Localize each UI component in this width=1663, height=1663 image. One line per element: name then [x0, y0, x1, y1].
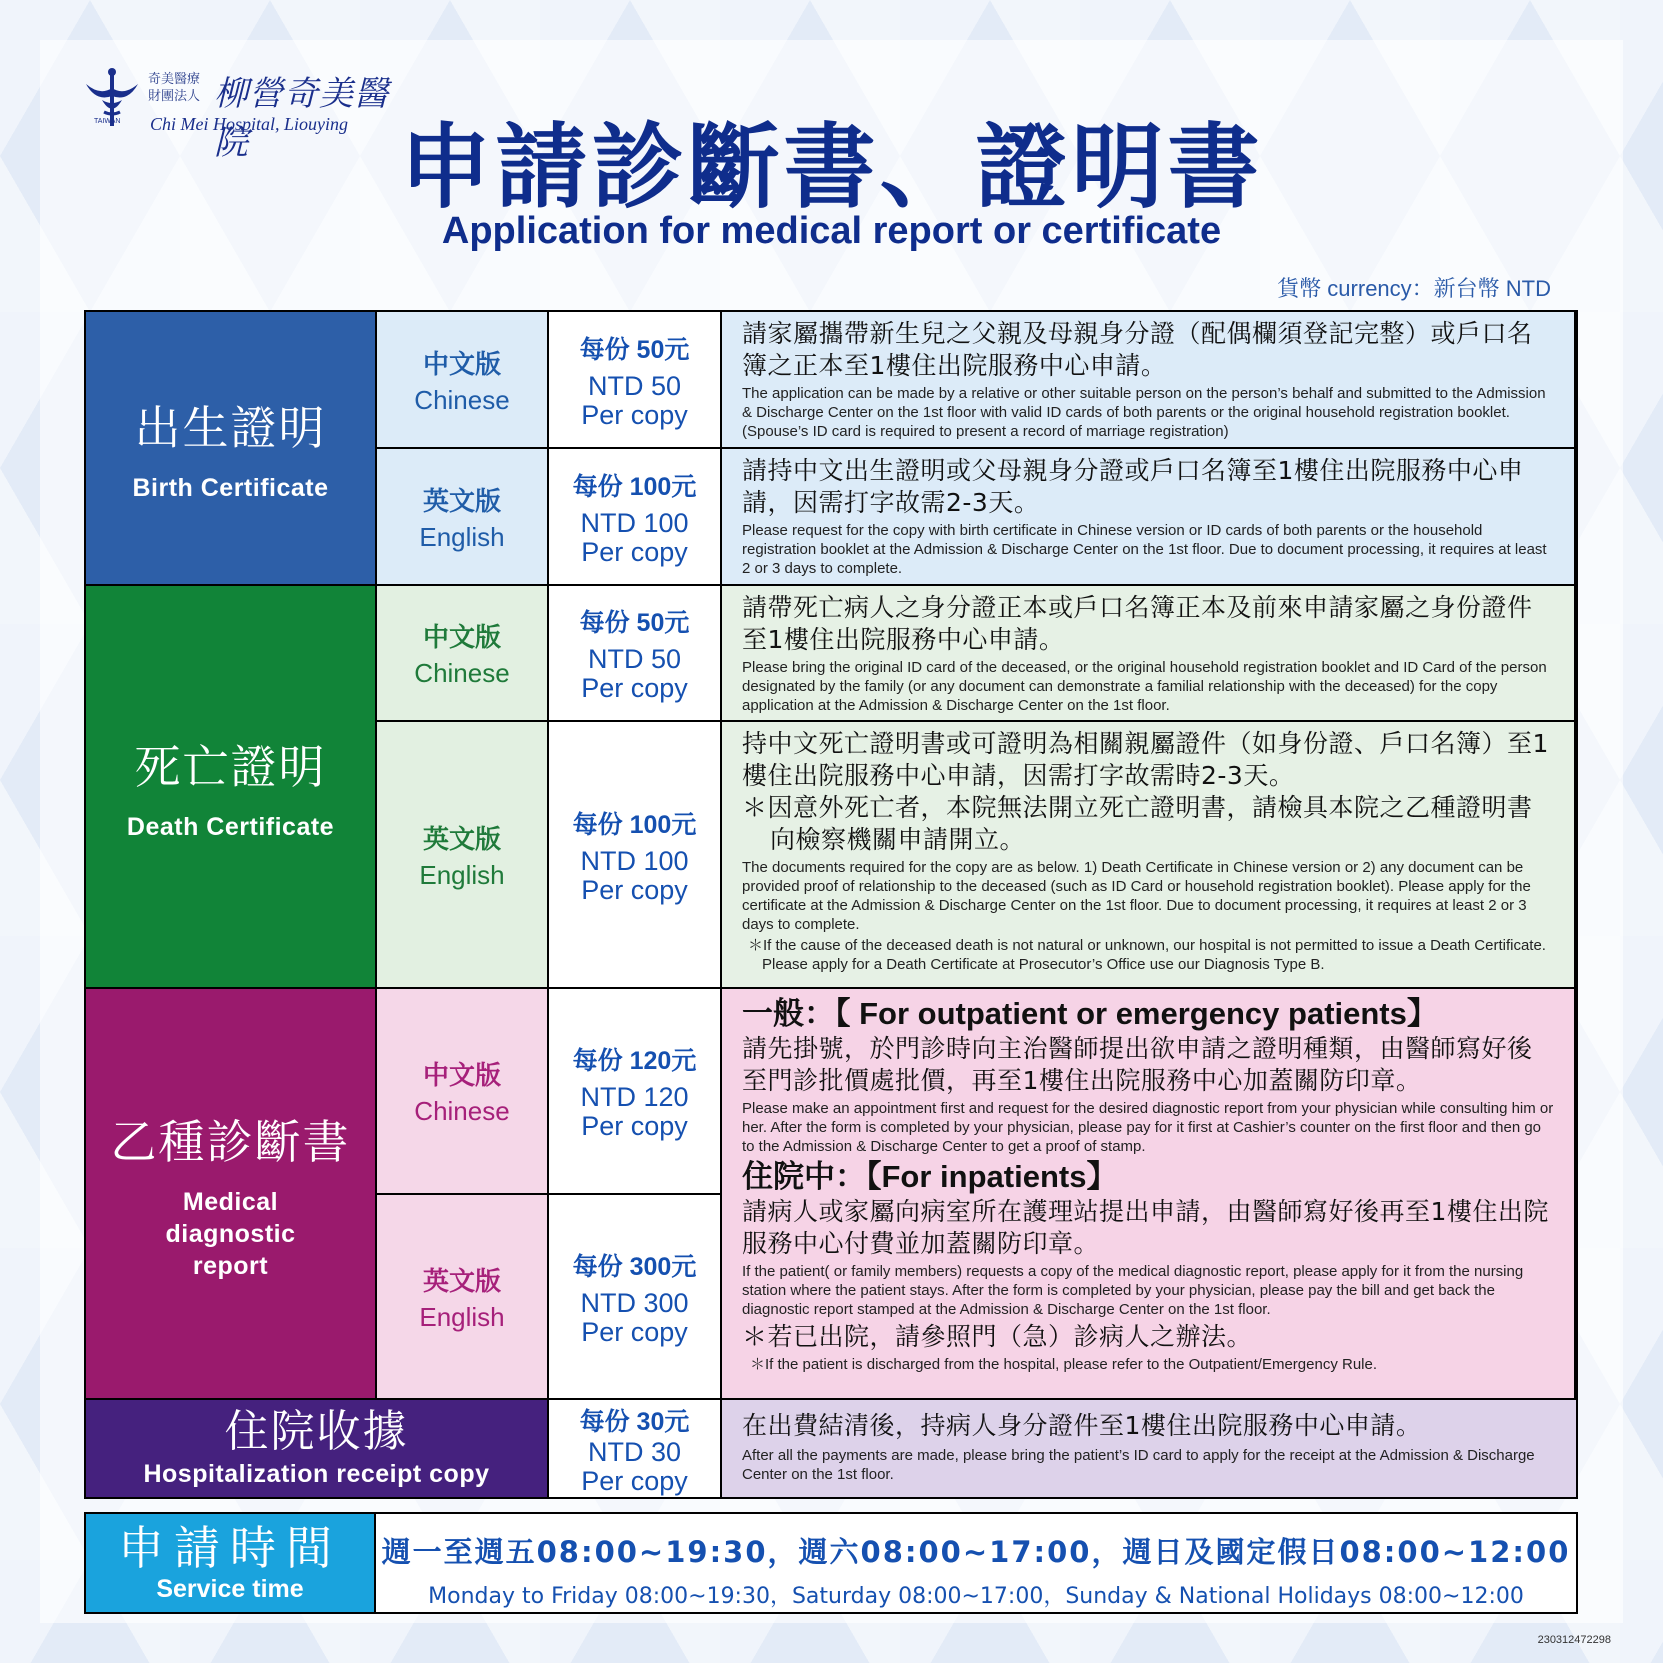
category-receipt-en: Hospitalization receipt copy — [143, 1459, 490, 1488]
currency-note: 貨幣 currency：新台幣 NTD — [1277, 276, 1551, 301]
desc-outpatient-heading: 一般：【 For outpatient or emergency patients】 — [742, 996, 1438, 1031]
document-code: 230312472298 — [1537, 1634, 1611, 1646]
category-diagnostic-en: Medical diagnostic report — [165, 1187, 296, 1280]
price-zh: 每份 50元 — [579, 335, 690, 364]
desc-zh: 持中文死亡證明書或可證明為相關親屬證件（如身份證、戶口名簿）至1樓住出院服務中心申請，因需打字故需時2-3天。 — [742, 729, 1549, 790]
price-birth-chinese — [549, 312, 722, 449]
price-diagnostic-english — [549, 1195, 722, 1400]
category-diagnostic — [86, 989, 377, 1400]
desc-zh: 請家屬攜帶新生兒之父親及母親身分證（配偶欄須登記完整）或戶口名簿之正本至1樓住出院服務中心申請。 — [742, 319, 1533, 380]
version-label-zh: 中文版 — [422, 348, 501, 379]
desc-discharged-note-en: ＊If the patient is discharged from the hospital, please refer to the Outpatient/Emergency Rule. — [750, 1356, 1378, 1373]
desc-en: The documents required for the copy are as below. 1) Death Certificate in Chinese version or 2) any document can be provided proof of relationship to the deceased (such as ID Card or household registration booklet). Please apply for the certificate at the Admission & Discharge Center on the 1st floor. Due to document processing, it requires at least 2 or 3 days to complete. — [742, 859, 1531, 933]
price-amount: NTD 100 — [580, 507, 689, 538]
service-hours-en: Monday to Friday 08:00~19:30，Saturday 08:00~17:00，Sunday & National Holidays 08:00~12:00 — [428, 1584, 1524, 1609]
version-label-zh: 中文版 — [422, 622, 501, 652]
version-label-zh: 英文版 — [422, 823, 501, 854]
desc-outpatient-zh: 請先掛號，於門診時向主治醫師提出欲申請之證明種類，由醫師寫好後至門診批價處批價，再至1樓住出院服務中心加蓋關防印章。 — [742, 1034, 1533, 1095]
desc-inpatient-heading: 住院中：【For inpatients】 — [742, 1159, 1118, 1194]
price-death-chinese — [549, 586, 722, 722]
desc-zh: 請持中文出生證明或父母親身分證或戶口名簿至1樓住出院服務中心申請，因需打字故需2-3天。 — [742, 456, 1524, 517]
category-receipt-zh: 住院收據 — [224, 1405, 409, 1457]
logo-badge-text: TAIWAN — [94, 118, 121, 125]
price-amount: NTD 50 — [587, 644, 682, 674]
version-diagnostic-english — [377, 1195, 549, 1400]
category-birth — [86, 312, 377, 586]
desc-death-chinese — [722, 586, 1576, 722]
desc-receipt — [722, 1400, 1576, 1497]
version-label-en: English — [419, 859, 505, 890]
price-unit: Per copy — [581, 874, 688, 905]
version-label-en: Chinese — [414, 384, 510, 415]
version-birth-english — [377, 449, 549, 586]
price-amount: NTD 300 — [580, 1287, 689, 1318]
price-unit: Per copy — [581, 1316, 688, 1347]
logo-org-text — [148, 70, 200, 104]
version-label-en: English — [419, 1301, 505, 1332]
logo-org-line1: 奇美醫療 — [148, 71, 201, 86]
service-label-zh: 申請時間 — [118, 1521, 342, 1575]
desc-en: The application can be made by a relative or other suitable person on the person’s behalf and submitted to the Admission & Discharge Center on the 1st floor with valid ID cards of both parents or the original household registration booklet. (Spouse’s ID card is required to present a record of marriage registration) — [742, 385, 1546, 440]
category-death-en: Death Certificate — [126, 812, 335, 841]
category-birth-en: Birth Certificate — [132, 474, 329, 502]
logo-org-line2: 財團法人 — [148, 88, 201, 103]
category-diagnostic-zh: 乙種診斷書 — [110, 1114, 351, 1169]
service-label-en: Service time — [156, 1575, 304, 1603]
price-unit: Per copy — [581, 1465, 688, 1496]
desc-zh: 請帶死亡病人之身分證正本或戶口名簿正本及前來申請家屬之身份證件至1樓住出院服務中心申請。 — [742, 593, 1533, 654]
desc-outpatient-en: Please make an appointment first and request for the desired diagnostic report from your physician while consulting him or her. After the form is completed by your physician, please pay for it first at Cashier’s counter on the first floor and then go to the Admission & Discharge Center to get a proof of stamp. — [742, 1100, 1554, 1155]
version-death-english — [377, 722, 549, 989]
category-death — [86, 586, 377, 989]
desc-discharged-note-zh: ＊若已出院，請參照門（急）診病人之辦法。 — [742, 1322, 1253, 1351]
desc-inpatient-zh: 請病人或家屬向病室所在護理站提出申請，由醫師寫好後再至1樓住出院服務中心付費並加蓋關防印章。 — [742, 1197, 1549, 1258]
desc-note-zh: ＊因意外死亡者，本院無法開立死亡證明書，請檢具本院之乙種證明書向檢察機關申請開立。 — [742, 793, 1533, 854]
price-unit: Per copy — [581, 1111, 688, 1141]
price-unit: Per copy — [581, 536, 688, 567]
service-hours — [376, 1514, 1576, 1612]
price-unit: Per copy — [581, 399, 688, 430]
price-zh: 每份 30元 — [579, 1407, 690, 1436]
price-diagnostic-chinese — [549, 989, 722, 1195]
desc-diagnostic — [722, 989, 1576, 1400]
price-unit: Per copy — [581, 673, 688, 703]
version-diagnostic-chinese — [377, 989, 549, 1195]
desc-en: After all the payments are made, please bring the patient’s ID card to apply for the receipt at the Admission & Discharge Center on the 1st floor. — [742, 1447, 1535, 1483]
category-birth-zh: 出生證明 — [134, 401, 327, 455]
page-title-en: Application for medical report or certificate — [441, 210, 1222, 252]
service-time-box — [84, 1512, 1578, 1614]
desc-en: Please bring the original ID card of the deceased, or the original household registration booklet and ID Card of the person designated by the family (or any document can demonstrate a familial relationship with the deceased) for the copy application at the Admission & Discharge Center on the 1st floor. — [742, 659, 1547, 714]
price-amount: NTD 30 — [587, 1436, 682, 1467]
version-birth-chinese — [377, 312, 549, 449]
price-zh: 每份 300元 — [572, 1252, 697, 1281]
logo-name-en: Chi Mei Hospital, Liouying — [150, 114, 348, 134]
price-amount: NTD 100 — [580, 845, 689, 876]
price-zh: 每份 100元 — [572, 810, 697, 839]
version-label-zh: 英文版 — [422, 485, 501, 516]
price-zh: 每份 120元 — [572, 1047, 697, 1075]
price-death-english — [549, 722, 722, 989]
page-title-zh: 申請診斷書、證明書 — [399, 114, 1264, 221]
desc-death-english — [722, 722, 1576, 989]
service-time-label — [86, 1514, 376, 1612]
category-death-zh: 死亡證明 — [134, 739, 327, 794]
version-label-zh: 中文版 — [422, 1060, 501, 1090]
logo-name-zh: 柳營奇美醫院 — [214, 74, 389, 163]
version-label-en: Chinese — [414, 658, 510, 688]
version-label-en: English — [419, 521, 505, 552]
desc-inpatient-en: If the patient( or family members) requests a copy of the medical diagnostic report, please apply for it from the nursing station where the patient stays. After the form is completed by your physician, please pay the bill and get back the diagnostic report stamped at the Admission & Discharge Center on the 1st floor. — [742, 1263, 1524, 1318]
price-zh: 每份 100元 — [572, 472, 697, 501]
price-amount: NTD 50 — [587, 370, 682, 401]
desc-en: Please request for the copy with birth certificate in Chinese version or ID cards of both parents or the household registration booklet at the Admission & Discharge Center on the 1st floor. Due to document processing, it requires at least 2 or 3 days to complete. — [742, 522, 1547, 577]
price-birth-english — [549, 449, 722, 586]
version-label-en: Chinese — [414, 1096, 510, 1126]
desc-note-en: ＊If the cause of the deceased death is not natural or unknown, our hospital is not permitted to issue a Death Certificate. Please apply for a Death Certificate at Prosecutor’s Office use our Diagnosis Type B. — [748, 937, 1546, 973]
service-hours-zh: 週一至週五08:00~19:30，週六08:00~17:00，週日及國定假日08:00~12:00 — [381, 1535, 1571, 1569]
category-receipt — [86, 1400, 549, 1497]
desc-birth-english — [722, 449, 1576, 586]
desc-zh: 在出費結清後，持病人身分證件至1樓住出院服務中心申請。 — [742, 1411, 1422, 1440]
version-label-zh: 英文版 — [422, 1265, 501, 1296]
version-death-chinese — [377, 586, 549, 722]
price-zh: 每份 50元 — [579, 609, 690, 637]
desc-birth-chinese — [722, 312, 1576, 449]
price-amount: NTD 120 — [580, 1082, 689, 1112]
fee-table — [84, 310, 1578, 1499]
price-receipt — [549, 1400, 722, 1497]
